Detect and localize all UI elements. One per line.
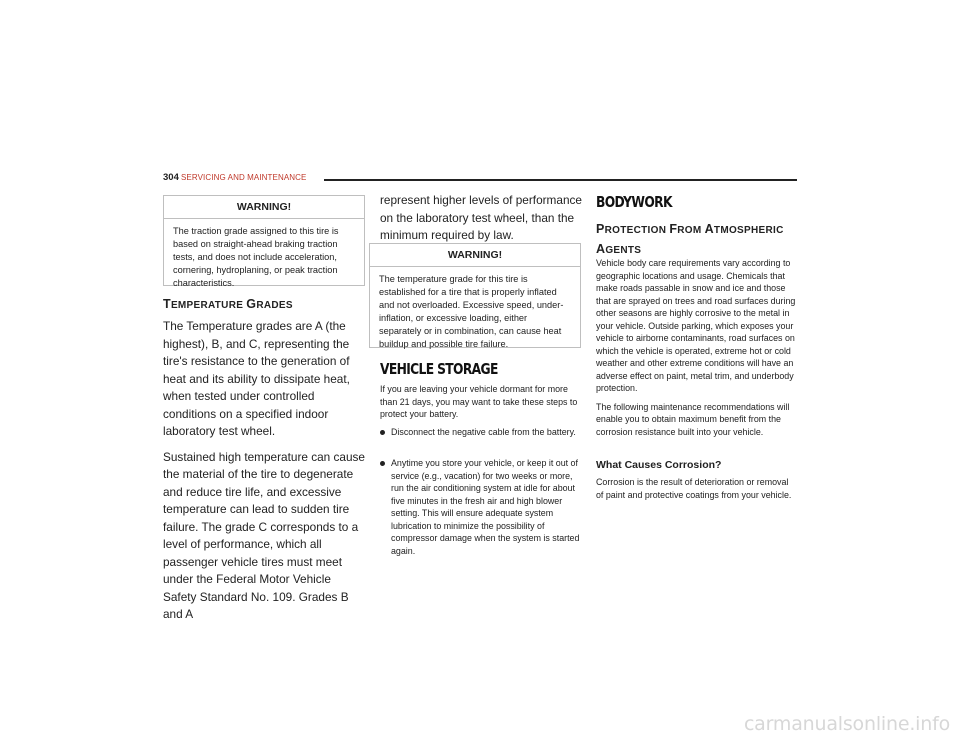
page-number: 304	[163, 172, 179, 183]
list-item: Anytime you store your vehicle, or keep it out of service (e.g., vacation) for two weeks or more, run the air conditioning system at idle for about five minutes in the fresh air and high blower setting. This will ensure adequate system lubrication to minimize the possibility of compressor damage when the system is started again.	[380, 457, 580, 557]
paragraph: Vehicle body care requirements vary according to geographic locations and usage. Chemicals that make roads passable in snow and ice and those that are sprayed on trees and road surfaces during other seasons are highly corrosive to the metal in your vehicle. Outside parking, which exposes your vehicle to airborne contaminants, road surfaces on which the vehicle is operated, extreme hot or cold weather and other extreme conditions will have an adverse effect on paint, metal trim, and underbody protection.	[596, 258, 796, 393]
paragraph: The following maintenance recommendations will enable you to obtain maximum benefit from the corrosion resistance built into your vehicle.	[596, 401, 790, 437]
bullet-icon	[380, 461, 385, 466]
protection-text	[596, 257, 798, 438]
vehicle-storage-heading: VEHICLE STORAGE	[380, 360, 498, 378]
page-header	[163, 172, 797, 188]
warning-body: The temperature grade for this tire is established for a tire that is properly inflated and not overloaded. Excessive speed, under-inflation, or excessive loading, either separately or in combination, can cause heat buildup and possible tire failure.	[379, 274, 564, 349]
header-rule	[324, 179, 797, 181]
warning-box-temperature	[369, 243, 581, 348]
temperature-grades-text	[163, 318, 366, 632]
corrosion-heading: What Causes Corrosion?	[596, 459, 722, 471]
watermark-logo: carmanualsonline.info	[743, 713, 950, 735]
corrosion-text: Corrosion is the result of deterioration or removal of paint and protective coatings from your vehicle.	[596, 477, 792, 500]
bullet-icon	[380, 430, 385, 435]
paragraph: The Temperature grades are A (the highest), B, and C, representing the tire's resistance to the generation of heat and its ability to dissipate heat, when tested under controlled conditions on a specified indoor laboratory test wheel.	[163, 319, 350, 438]
paragraph: represent higher levels of performance on the laboratory test wheel, than the minimum required by law.	[380, 193, 582, 242]
paragraph: Sustained high temperature can cause the material of the tire to degenerate and reduce tire life, and excessive temperature can lead to sudden tire failure. The grade C corresponds to a level of performance, which all passenger vehicle tires must meet under the Federal Motor Vehicle Safety Standard No. 109. Grades B and A	[163, 449, 365, 621]
warning-title: WARNING!	[370, 244, 580, 267]
temperature-grades-heading: TEMPERATURE GRADES	[163, 297, 293, 311]
list-item: Disconnect the negative cable from the battery.	[380, 426, 580, 452]
warning-title: WARNING!	[164, 196, 364, 219]
protection-heading: PROTECTION FROM ATMOSPHERIC AGENTS	[596, 222, 784, 256]
warning-box-traction	[163, 195, 365, 286]
section-title: SERVICING AND MAINTENANCE	[181, 173, 307, 182]
vehicle-storage-intro: If you are leaving your vehicle dormant for more than 21 days, you may want to take these steps to protect your battery.	[380, 384, 578, 419]
bodywork-heading: BODYWORK	[596, 193, 672, 211]
warning-body: The traction grade assigned to this tire is based on straight-ahead braking traction tests, and does not include acceleration, cornering, hydroplaning, or peak traction characteristics.	[173, 226, 339, 288]
